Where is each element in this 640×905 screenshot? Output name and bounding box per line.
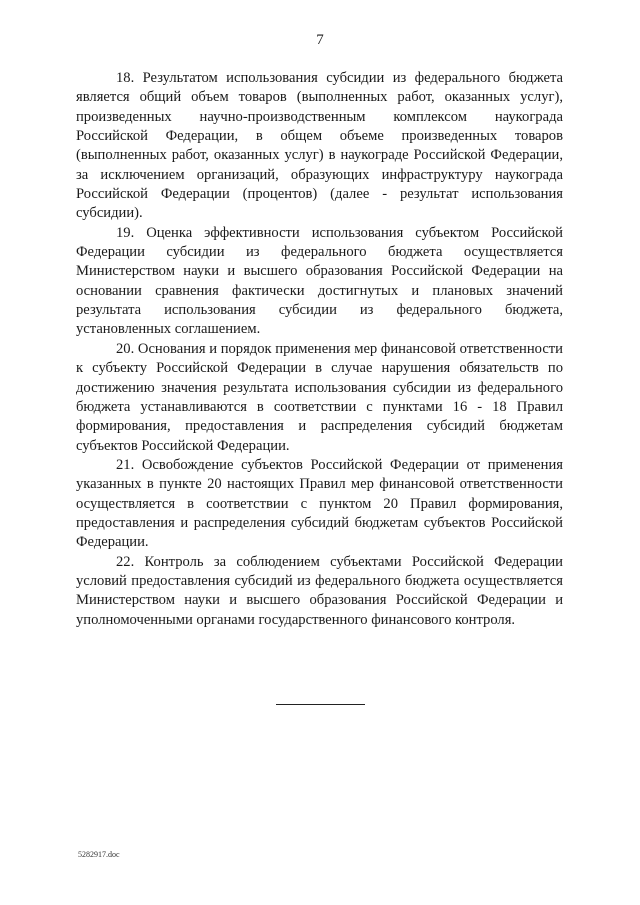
end-separator-line <box>276 704 365 705</box>
document-file-id: 5282917.doc <box>78 850 120 859</box>
paragraph-20: 20. Основания и порядок применения мер финансовой ответственности к субъекту Российской Федерации в случае нарушения обязательств по достижению значения результата использования субсидии из федерального бюджета устанавливаются в соответствии с пунктами 16 - 18 Правил формирования, предоставления и распределения субсидий бюджетам субъектов Российской Федерации. <box>76 340 563 454</box>
page-number: 7 <box>316 32 324 48</box>
paragraph-18: 18. Результатом использования субсидии из федерального бюджета является общий объем товаров (выполненных работ, оказанных услуг), произведенных научно-производственным комплексом наукограда Российской Федерации, в общем объеме произведенных товаров (выполненных работ, оказанных услуг) в наукограде Российской Федерации, за исключением организаций, образующих инфраструктуру наукограда Российской Федерации (процентов) (далее - результат использования субсидии). <box>76 70 563 222</box>
document-body <box>76 69 563 630</box>
paragraph-21: 21. Освобождение субъектов Российской Федерации от применения указанных в пункте 20 настоящих Правил мер финансовой ответственности осуществляется в соответствии с пунктом 20 Правил формирования, предоставления и распределения субсидий бюджетам субъектов Российской Федерации. <box>76 456 563 551</box>
paragraph-19: 19. Оценка эффективности использования субъектом Российской Федерации субсидии из федерального бюджета осуществляется Министерством науки и высшего образования Российской Федерации на основании сравнения фактически достигнутых и плановых значений результата использования субсидии из федерального бюджета, установленных соглашением. <box>76 224 563 338</box>
paragraph-22: 22. Контроль за соблюдением субъектами Российской Федерации условий предоставления субсидий из федерального бюджета осуществляется Министерством науки и высшего образования Российской Федерации и уполномоченными органами государственного финансового контроля. <box>76 553 563 628</box>
